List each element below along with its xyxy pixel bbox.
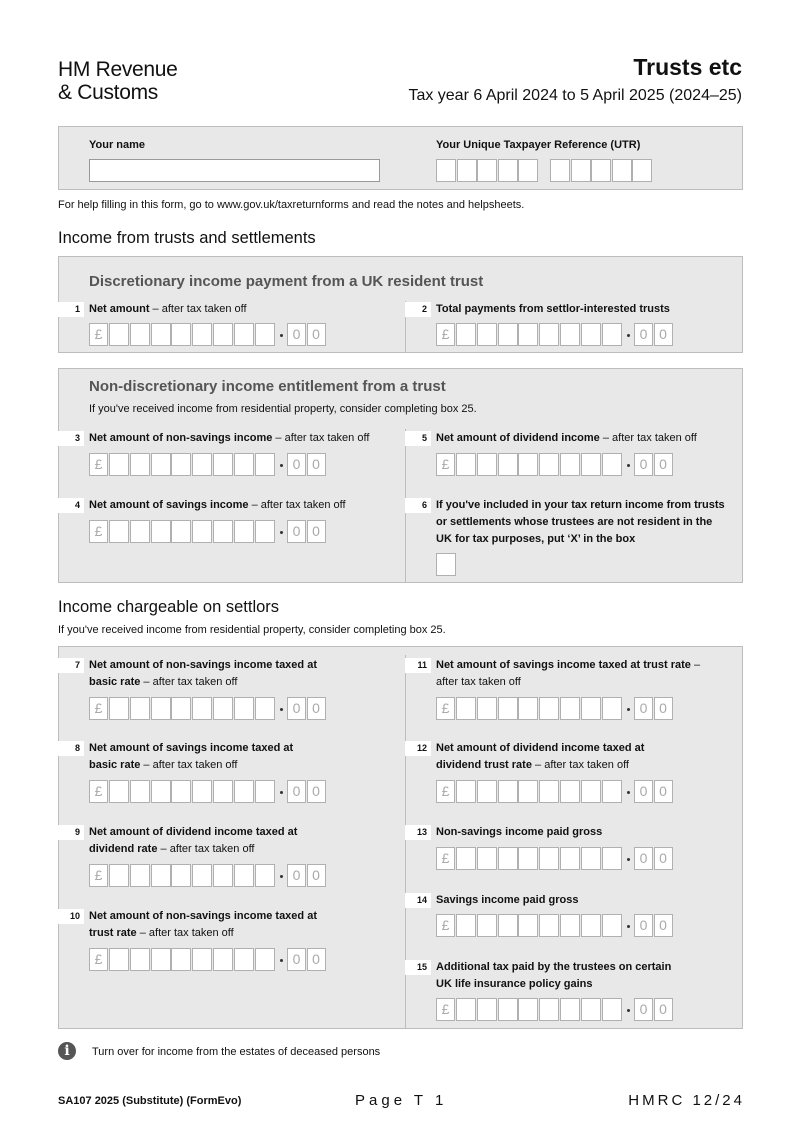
section-heading-trusts: Income from trusts and settlements	[58, 229, 316, 247]
pound-digit-box[interactable]	[518, 847, 538, 870]
pound-digit-box[interactable]	[171, 520, 191, 543]
pound-digit-box[interactable]	[151, 697, 171, 720]
field-label-15	[436, 959, 686, 993]
pound-digit-box[interactable]	[130, 697, 150, 720]
pound-digit-box[interactable]	[171, 948, 191, 971]
pound-digit-box[interactable]	[539, 998, 559, 1021]
field-label-2	[436, 301, 736, 318]
pound-sign-box: £	[436, 914, 455, 937]
field-label-11	[436, 657, 706, 691]
pence-box: 0	[634, 847, 653, 870]
pence-box: 0	[307, 520, 326, 543]
box-number: 11	[405, 658, 431, 673]
pence-box: 0	[654, 914, 673, 937]
pound-digit-box[interactable]	[602, 998, 622, 1021]
pound-digit-box[interactable]	[539, 780, 559, 803]
pence-box: 0	[654, 847, 673, 870]
pound-digit-box[interactable]	[130, 323, 150, 346]
pound-digit-box[interactable]	[151, 323, 171, 346]
pound-sign-box: £	[89, 520, 108, 543]
pound-digit-box[interactable]	[234, 520, 254, 543]
pound-digit-box[interactable]	[255, 780, 275, 803]
pound-digit-box[interactable]	[213, 697, 233, 720]
pound-digit-box[interactable]	[456, 998, 476, 1021]
tax-year: Tax year 6 April 2024 to 5 April 2025 (2024–25)	[408, 87, 742, 104]
decimal-point	[280, 531, 283, 534]
field-label-6	[436, 497, 731, 548]
pound-digit-box[interactable]	[109, 453, 129, 476]
pence-box: 0	[287, 697, 306, 720]
pound-digit-box[interactable]	[581, 914, 601, 937]
pound-sign-box: £	[436, 780, 455, 803]
logo-line-1: HM Revenue	[58, 58, 178, 81]
field-label-rest: – after tax taken off	[248, 499, 346, 511]
pound-sign-box: £	[436, 998, 455, 1021]
field-label-bold: Net amount	[89, 303, 150, 315]
pound-digit-box[interactable]	[518, 780, 538, 803]
field-label-bold: Net amount of non-savings income taxed at trust rate	[89, 910, 317, 939]
box-number: 7	[58, 658, 84, 673]
box-number: 9	[58, 825, 84, 840]
pence-box: 0	[634, 323, 653, 346]
field-label-bold: Net amount of savings income taxed at trust rate	[436, 659, 691, 671]
pound-digit-box[interactable]	[171, 864, 191, 887]
decimal-point	[627, 464, 630, 467]
field-label-bold: Total payments from settlor-interested trusts	[436, 303, 670, 315]
field-label-rest: – after tax taken off	[531, 759, 629, 771]
decimal-point	[627, 791, 630, 794]
pound-digit-box[interactable]	[213, 453, 233, 476]
utr-digit-box[interactable]	[498, 159, 518, 182]
pound-digit-box[interactable]	[130, 864, 150, 887]
pence-box: 0	[654, 697, 673, 720]
pence-box: 0	[634, 697, 653, 720]
box-number: 10	[58, 909, 84, 924]
pound-digit-box[interactable]	[560, 453, 580, 476]
field-label-10	[89, 908, 334, 942]
pound-digit-box[interactable]	[234, 697, 254, 720]
pound-digit-box[interactable]	[602, 697, 622, 720]
box-number: 5	[405, 431, 431, 446]
utr-digit-box[interactable]	[591, 159, 611, 182]
pound-sign-box: £	[436, 453, 455, 476]
box-number: 14	[405, 893, 431, 908]
pound-sign-box: £	[89, 780, 108, 803]
decimal-point	[627, 334, 630, 337]
pound-digit-box[interactable]	[192, 697, 212, 720]
pound-digit-box[interactable]	[456, 323, 476, 346]
pound-digit-box[interactable]	[109, 520, 129, 543]
pound-digit-box[interactable]	[498, 847, 518, 870]
pound-digit-box[interactable]	[192, 520, 212, 543]
pound-digit-box[interactable]	[171, 780, 191, 803]
pound-digit-box[interactable]	[456, 780, 476, 803]
pound-digit-box[interactable]	[234, 323, 254, 346]
decimal-point	[280, 464, 283, 467]
pound-sign-box: £	[89, 864, 108, 887]
pound-digit-box[interactable]	[213, 520, 233, 543]
pound-sign-box: £	[436, 847, 455, 870]
decimal-point	[280, 708, 283, 711]
field-label-bold: Net amount of savings income	[89, 499, 249, 511]
pence-box: 0	[634, 780, 653, 803]
pound-digit-box[interactable]	[477, 323, 497, 346]
pound-digit-box[interactable]	[109, 948, 129, 971]
decimal-point	[627, 858, 630, 861]
pence-box: 0	[287, 864, 306, 887]
pound-sign-box: £	[89, 323, 108, 346]
pence-box: 0	[307, 323, 326, 346]
utr-digit-box[interactable]	[550, 159, 570, 182]
pound-digit-box[interactable]	[477, 780, 497, 803]
pence-box: 0	[634, 998, 653, 1021]
pound-sign-box: £	[89, 697, 108, 720]
box-number: 2	[405, 302, 431, 317]
field-label-bold: Net amount of dividend income taxed at dividend trust rate	[436, 742, 645, 771]
pound-digit-box[interactable]	[130, 520, 150, 543]
pound-digit-box[interactable]	[539, 697, 559, 720]
utr-digit-box[interactable]	[632, 159, 652, 182]
pound-digit-box[interactable]	[539, 453, 559, 476]
box-number: 8	[58, 741, 84, 756]
name-label: Your name	[89, 139, 146, 151]
decimal-point	[627, 925, 630, 928]
pound-digit-box[interactable]	[539, 914, 559, 937]
pound-digit-box[interactable]	[560, 323, 580, 346]
pound-sign-box: £	[89, 948, 108, 971]
pound-digit-box[interactable]	[518, 323, 538, 346]
utr-digit-box[interactable]	[571, 159, 591, 182]
field-label-bold: Net amount of non-savings income	[89, 432, 273, 444]
field-label-8	[89, 740, 314, 774]
pound-digit-box[interactable]	[151, 780, 171, 803]
form-code: SA107 2025 (Substitute) (FormEvo)	[58, 1095, 242, 1107]
pound-digit-box[interactable]	[581, 780, 601, 803]
pound-digit-box[interactable]	[602, 780, 622, 803]
box-number: 1	[58, 302, 84, 317]
decimal-point	[627, 708, 630, 711]
field-label-rest: – after tax taken off	[157, 843, 255, 855]
utr-digit-box[interactable]	[612, 159, 632, 182]
box-number: 13	[405, 825, 431, 840]
pence-box: 0	[654, 453, 673, 476]
settlors-note: If you've received income from residential property, consider completing box 25.	[58, 624, 446, 636]
pound-digit-box[interactable]	[151, 453, 171, 476]
pound-digit-box[interactable]	[171, 453, 191, 476]
pence-box: 0	[307, 697, 326, 720]
name-input[interactable]	[89, 159, 380, 182]
pound-digit-box[interactable]	[234, 864, 254, 887]
pound-digit-box[interactable]	[234, 453, 254, 476]
pound-digit-box[interactable]	[255, 323, 275, 346]
pound-digit-box[interactable]	[539, 323, 559, 346]
pound-digit-box[interactable]	[456, 914, 476, 937]
field-label-bold: If you've included in your tax return income from trusts or settlements whose trustees are not resident in the UK for tax purposes, put ‘X’ in the box	[436, 499, 725, 545]
pound-digit-box[interactable]	[581, 998, 601, 1021]
decimal-point	[627, 1009, 630, 1012]
field-label-4	[89, 497, 389, 514]
field-label-rest: – after tax taken off	[149, 303, 247, 315]
pound-digit-box[interactable]	[518, 998, 538, 1021]
pence-box: 0	[307, 453, 326, 476]
pound-digit-box[interactable]	[560, 914, 580, 937]
field-label-bold: Net amount of savings income taxed at basic rate	[89, 742, 294, 771]
pound-digit-box[interactable]	[130, 780, 150, 803]
pound-digit-box[interactable]	[255, 864, 275, 887]
pound-digit-box[interactable]	[498, 697, 518, 720]
hmrc-logo	[58, 58, 178, 104]
discretionary-subheading: Discretionary income payment from a UK resident trust	[89, 273, 484, 290]
pound-digit-box[interactable]	[255, 948, 275, 971]
section-heading-settlors: Income chargeable on settlors	[58, 598, 280, 616]
pound-digit-box[interactable]	[602, 914, 622, 937]
pound-sign-box: £	[89, 453, 108, 476]
pound-digit-box[interactable]	[192, 453, 212, 476]
pound-digit-box[interactable]	[171, 697, 191, 720]
non-resident-checkbox[interactable]	[436, 553, 456, 576]
field-label-rest: – after tax taken off	[436, 659, 701, 688]
decimal-point	[280, 875, 283, 878]
decimal-point	[280, 959, 283, 962]
pound-digit-box[interactable]	[192, 780, 212, 803]
pound-digit-box[interactable]	[602, 847, 622, 870]
utr-digit-box[interactable]	[457, 159, 477, 182]
field-label-3	[89, 430, 389, 447]
utr-digit-box[interactable]	[477, 159, 497, 182]
pound-digit-box[interactable]	[581, 323, 601, 346]
pound-sign-box: £	[436, 697, 455, 720]
box-number: 12	[405, 741, 431, 756]
pence-box: 0	[287, 323, 306, 346]
pound-digit-box[interactable]	[581, 697, 601, 720]
pound-digit-box[interactable]	[602, 323, 622, 346]
field-label-rest: – after tax taken off	[136, 927, 234, 939]
pound-digit-box[interactable]	[602, 453, 622, 476]
pound-digit-box[interactable]	[192, 948, 212, 971]
field-label-rest: – after tax taken off	[140, 759, 238, 771]
pound-digit-box[interactable]	[255, 520, 275, 543]
field-label-13	[436, 824, 736, 841]
pence-box: 0	[654, 323, 673, 346]
non-discretionary-subheading: Non-discretionary income entitlement from a trust	[89, 378, 446, 395]
pound-digit-box[interactable]	[498, 780, 518, 803]
pound-digit-box[interactable]	[581, 847, 601, 870]
logo-line-2: & Customs	[58, 81, 158, 104]
pound-digit-box[interactable]	[518, 697, 538, 720]
pound-digit-box[interactable]	[498, 914, 518, 937]
pound-digit-box[interactable]	[192, 323, 212, 346]
pence-box: 0	[287, 780, 306, 803]
pound-digit-box[interactable]	[477, 998, 497, 1021]
pound-digit-box[interactable]	[477, 697, 497, 720]
pound-digit-box[interactable]	[498, 323, 518, 346]
pound-digit-box[interactable]	[109, 323, 129, 346]
field-label-rest: – after tax taken off	[599, 432, 697, 444]
pound-digit-box[interactable]	[477, 453, 497, 476]
decimal-point	[280, 791, 283, 794]
pound-digit-box[interactable]	[192, 864, 212, 887]
pound-digit-box[interactable]	[456, 847, 476, 870]
field-label-7	[89, 657, 334, 691]
pence-box: 0	[307, 780, 326, 803]
pound-digit-box[interactable]	[234, 948, 254, 971]
pence-box: 0	[307, 948, 326, 971]
pound-digit-box[interactable]	[255, 697, 275, 720]
field-label-bold: Savings income paid gross	[436, 894, 579, 906]
pound-digit-box[interactable]	[477, 914, 497, 937]
field-label-1	[89, 301, 389, 318]
box-number: 4	[58, 498, 84, 513]
pound-digit-box[interactable]	[109, 864, 129, 887]
field-label-bold: Net amount of dividend income	[436, 432, 600, 444]
pound-digit-box[interactable]	[498, 453, 518, 476]
pound-digit-box[interactable]	[109, 697, 129, 720]
field-label-bold: Net amount of non-savings income taxed at basic rate	[89, 659, 317, 688]
field-label-bold: Net amount of dividend income taxed at dividend rate	[89, 826, 298, 855]
form-version: HMRC 12/24	[628, 1092, 745, 1109]
pound-digit-box[interactable]	[213, 323, 233, 346]
pound-digit-box[interactable]	[518, 453, 538, 476]
utr-digit-box[interactable]	[518, 159, 538, 182]
pound-digit-box[interactable]	[151, 864, 171, 887]
info-text: Turn over for income from the estates of deceased persons	[92, 1046, 381, 1058]
pence-box: 0	[287, 453, 306, 476]
pound-digit-box[interactable]	[130, 948, 150, 971]
pound-digit-box[interactable]	[213, 948, 233, 971]
pound-digit-box[interactable]	[234, 780, 254, 803]
residential-note: If you've received income from residential property, consider completing box 25.	[89, 403, 477, 415]
pound-digit-box[interactable]	[255, 453, 275, 476]
pound-digit-box[interactable]	[213, 780, 233, 803]
pound-digit-box[interactable]	[109, 780, 129, 803]
decimal-point	[280, 334, 283, 337]
pence-box: 0	[307, 864, 326, 887]
pound-digit-box[interactable]	[456, 453, 476, 476]
pence-box: 0	[287, 520, 306, 543]
pence-box: 0	[634, 453, 653, 476]
pence-box: 0	[654, 780, 673, 803]
utr-label: Your Unique Taxpayer Reference (UTR)	[436, 139, 641, 151]
field-label-12	[436, 740, 661, 774]
box-number: 6	[405, 498, 431, 513]
pound-digit-box[interactable]	[560, 780, 580, 803]
pound-digit-box[interactable]	[213, 864, 233, 887]
pound-digit-box[interactable]	[498, 998, 518, 1021]
pound-digit-box[interactable]	[539, 847, 559, 870]
utr-digit-box[interactable]	[436, 159, 456, 182]
pound-sign-box: £	[436, 323, 455, 346]
pound-digit-box[interactable]	[151, 520, 171, 543]
pound-digit-box[interactable]	[151, 948, 171, 971]
field-label-14	[436, 892, 736, 909]
pound-digit-box[interactable]	[130, 453, 150, 476]
pence-box: 0	[634, 914, 653, 937]
field-label-bold: Non-savings income paid gross	[436, 826, 603, 838]
pound-digit-box[interactable]	[560, 847, 580, 870]
field-label-rest: – after tax taken off	[272, 432, 370, 444]
pound-digit-box[interactable]	[560, 998, 580, 1021]
help-text: For help filling in this form, go to www.gov.uk/taxreturnforms and read the notes and helpsheets.	[58, 199, 525, 211]
box-number: 15	[405, 960, 431, 975]
field-label-bold: Additional tax paid by the trustees on certain UK life insurance policy gains	[436, 961, 672, 990]
pence-box: 0	[654, 998, 673, 1021]
pound-digit-box[interactable]	[477, 847, 497, 870]
field-label-rest: – after tax taken off	[140, 676, 238, 688]
pence-box: 0	[287, 948, 306, 971]
pound-digit-box[interactable]	[456, 697, 476, 720]
pound-digit-box[interactable]	[171, 323, 191, 346]
box-number: 3	[58, 431, 84, 446]
form-title: Trusts etc	[633, 54, 742, 80]
pound-digit-box[interactable]	[560, 697, 580, 720]
pound-digit-box[interactable]	[518, 914, 538, 937]
info-icon: i	[58, 1042, 76, 1060]
pound-digit-box[interactable]	[581, 453, 601, 476]
page-number: Page T 1	[355, 1092, 448, 1109]
field-label-5	[436, 430, 736, 447]
field-label-9	[89, 824, 314, 858]
